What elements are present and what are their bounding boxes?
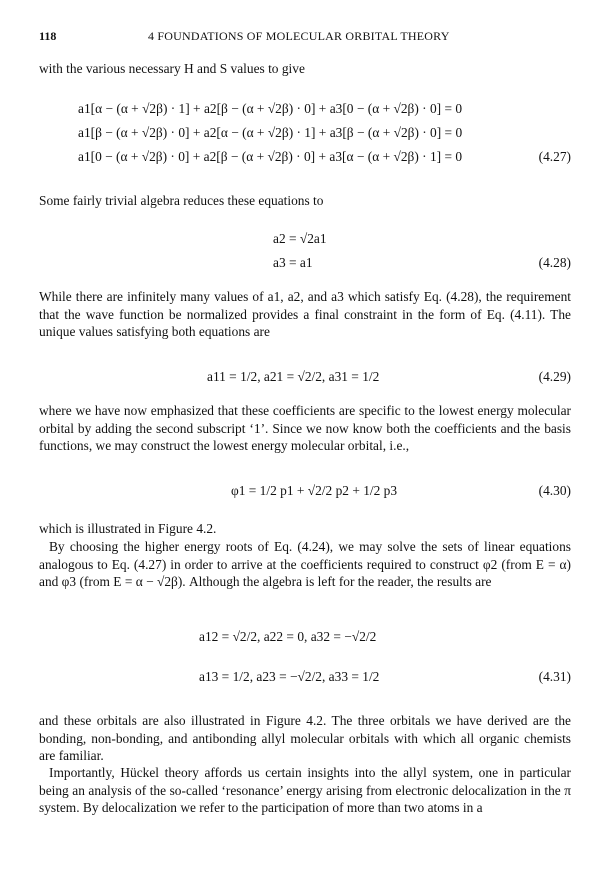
eq431-line1: a12 = √2/2, a22 = 0, a32 = −√2/2 (199, 629, 377, 644)
eq427-line2: a1[β − (α + √2β) · 0] + a2[α − (α + √2β) · 1] + a3[β − (α + √2β) · 0] = 0 (78, 125, 463, 140)
eq429-line: a11 = 1/2, a21 = √2/2, a31 = 1/2 (207, 369, 380, 384)
eq428-line1: a2 = √2a1 (273, 231, 327, 246)
eq431-number: (4.31) (538, 669, 571, 684)
eq427-number: (4.27) (538, 149, 571, 164)
paragraph-importantly: Importantly, Hückel theory affords us certain insights into the allyl system, one in particular being an analysis of the so-called ‘resonance’ energy arising from electronic delocalization in the π system. By delocalization we refer to the participation of more than two atoms in a (39, 765, 571, 816)
paragraph-bonding: and these orbitals are also illustrated in Figure 4.2. The three orbitals we have derived are the bonding, non-bonding, and antibonding allyl molecular orbitals with which all organic chemists are familiar. (39, 713, 571, 764)
paragraph-while: While there are infinitely many values of a1, a2, and a3 which satisfy Eq. (4.28), the requirement that the wave function be normalized provides a final constraint in the form of Eq. (4.11). The unique values satisfying both equations are (39, 289, 571, 340)
eq431-line2: a13 = 1/2, a23 = −√2/2, a33 = 1/2 (199, 669, 380, 684)
eq427-line3: a1[0 − (α + √2β) · 0] + a2[β − (α + √2β) · 0] + a3[α − (α + √2β) · 1] = 0 (78, 149, 463, 164)
equation-4-29 (39, 368, 571, 398)
eq428-number: (4.28) (538, 255, 571, 270)
book-page (39, 22, 571, 816)
running-title: 4 FOUNDATIONS OF MOLECULAR ORBITAL THEORY (148, 29, 450, 43)
paragraph-where: where we have now emphasized that these coefficients are specific to the lowest energy molecular orbital by adding the second subscript ‘1’. Since we now know both the coefficients and the basis functions, we may construct the lowest energy molecular orbital, i.e., (39, 403, 571, 454)
equation-4-31 (39, 628, 571, 684)
page-header (39, 22, 571, 42)
equation-4-27 (39, 100, 571, 172)
equation-4-30 (39, 482, 571, 512)
eq429-number: (4.29) (538, 369, 571, 384)
eq427-line1: a1[α − (α + √2β) · 1] + a2[β − (α + √2β) · 0] + a3[0 − (α + √2β) · 0] = 0 (78, 101, 463, 116)
paragraph-algebra: Some fairly trivial algebra reduces these equations to (39, 193, 324, 208)
equation-4-28 (39, 230, 571, 280)
eq428-line2: a3 = a1 (273, 255, 313, 270)
paragraph-choosing: By choosing the higher energy roots of Eq. (4.24), we may solve the sets of linear equations analogous to Eq. (4.27) in order to arrive at the coefficients required to construct φ2 (from E = α) and φ3 (from E = α − √2β). Although the algebra is left for the reader, the results are (39, 539, 571, 590)
eq430-number: (4.30) (538, 483, 571, 498)
eq430-line: φ1 = 1/2 p1 + √2/2 p2 + 1/2 p3 (231, 483, 398, 498)
paragraph-illustrated: which is illustrated in Figure 4.2. (39, 521, 217, 536)
paragraph-intro: with the various necessary H and S values to give (39, 61, 305, 76)
page-number: 118 (39, 29, 57, 43)
